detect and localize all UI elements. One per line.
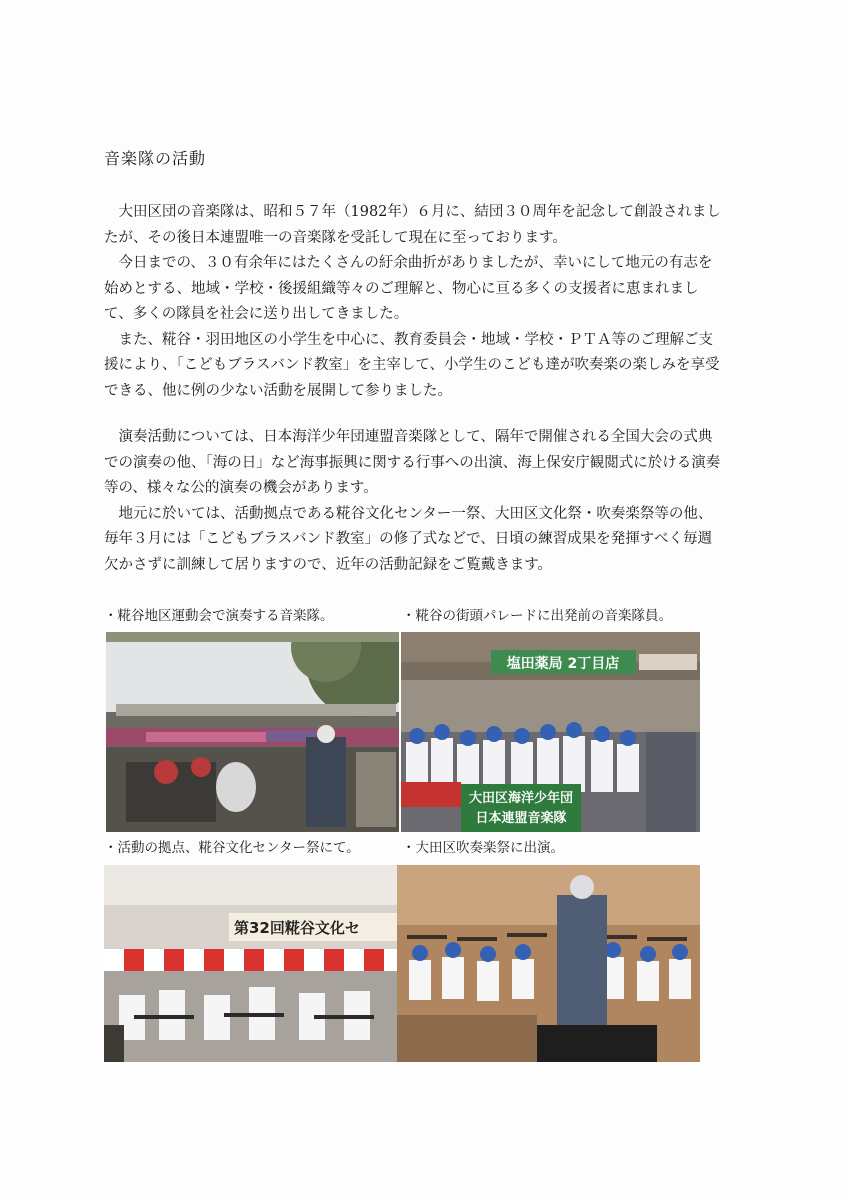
performance-text-block bbox=[104, 425, 724, 578]
photo-caption: ・大田区吹奏楽祭に出演。 bbox=[402, 840, 564, 856]
photo-wind-band-festival bbox=[397, 865, 700, 1062]
photo-caption: ・活動の拠点、糀谷文化センター祭にて。 bbox=[104, 840, 360, 856]
paragraph: また、糀谷・羽田地区の小学生を中心に、教育委員会・地域・学校・ＰＴＡ等のご理解ご支援により、「こどもブラスバンド教室」を主宰して、小学生のこども達が吹奏楽の楽しみを享受できる、他に例の少ない活動を展開して参りました。 bbox=[104, 331, 720, 399]
photo-sports-day bbox=[106, 632, 399, 832]
photo-parade bbox=[401, 632, 700, 832]
photo-culture-center bbox=[104, 865, 397, 1062]
paragraph: 大田区団の音楽隊は、昭和５７年（1982年）６月に、結団３０周年を記念して創設されましたが、その後日本連盟唯一の音楽隊を受託して現在に至っております。 bbox=[104, 204, 721, 246]
photo-caption: ・糀谷の街頭パレードに出発前の音楽隊員。 bbox=[402, 608, 672, 624]
paragraph: 地元に於いては、活動拠点である糀谷文化センター一祭、大田区文化祭・吹奏楽祭等の他、毎年３月には「こどもブラスバンド教室」の修了式などで、日頃の練習成果を発揮すべく毎週欠かさずに訓練して居りますので、近年の活動記録をご覧戴きます。 bbox=[104, 505, 713, 573]
shop-sign-text: 塩田薬局 2丁目店 bbox=[506, 656, 620, 672]
section-title: 音楽隊の活動 bbox=[104, 149, 207, 168]
paragraph: 演奏活動については、日本海洋少年団連盟音楽隊として、隔年で開催される全国大会の式典での演奏の他、「海の日」など海事振興に関する行事への出演、海上保安庁観閲式に於ける演奏等の、様々な公的演奏の機会があります。 bbox=[104, 429, 721, 496]
banner-text-line2: 日本連盟音楽隊 bbox=[475, 811, 567, 826]
stage-sign-text: 第32回糀谷文化セ bbox=[234, 919, 360, 937]
photo-caption: ・糀谷地区運動会で演奏する音楽隊。 bbox=[104, 608, 334, 624]
paragraph: 今日までの、３０有余年にはたくさんの紆余曲折がありましたが、幸いにして地元の有志を始めとする、地域・学校・後援組織等々のご理解と、物心に亘る多くの支援者に恵まれまして、多くの隊員を社会に送り出してきました。 bbox=[104, 255, 713, 322]
banner-text-line1: 大田区海洋少年団 bbox=[468, 791, 574, 806]
intro-text-block bbox=[104, 200, 724, 404]
